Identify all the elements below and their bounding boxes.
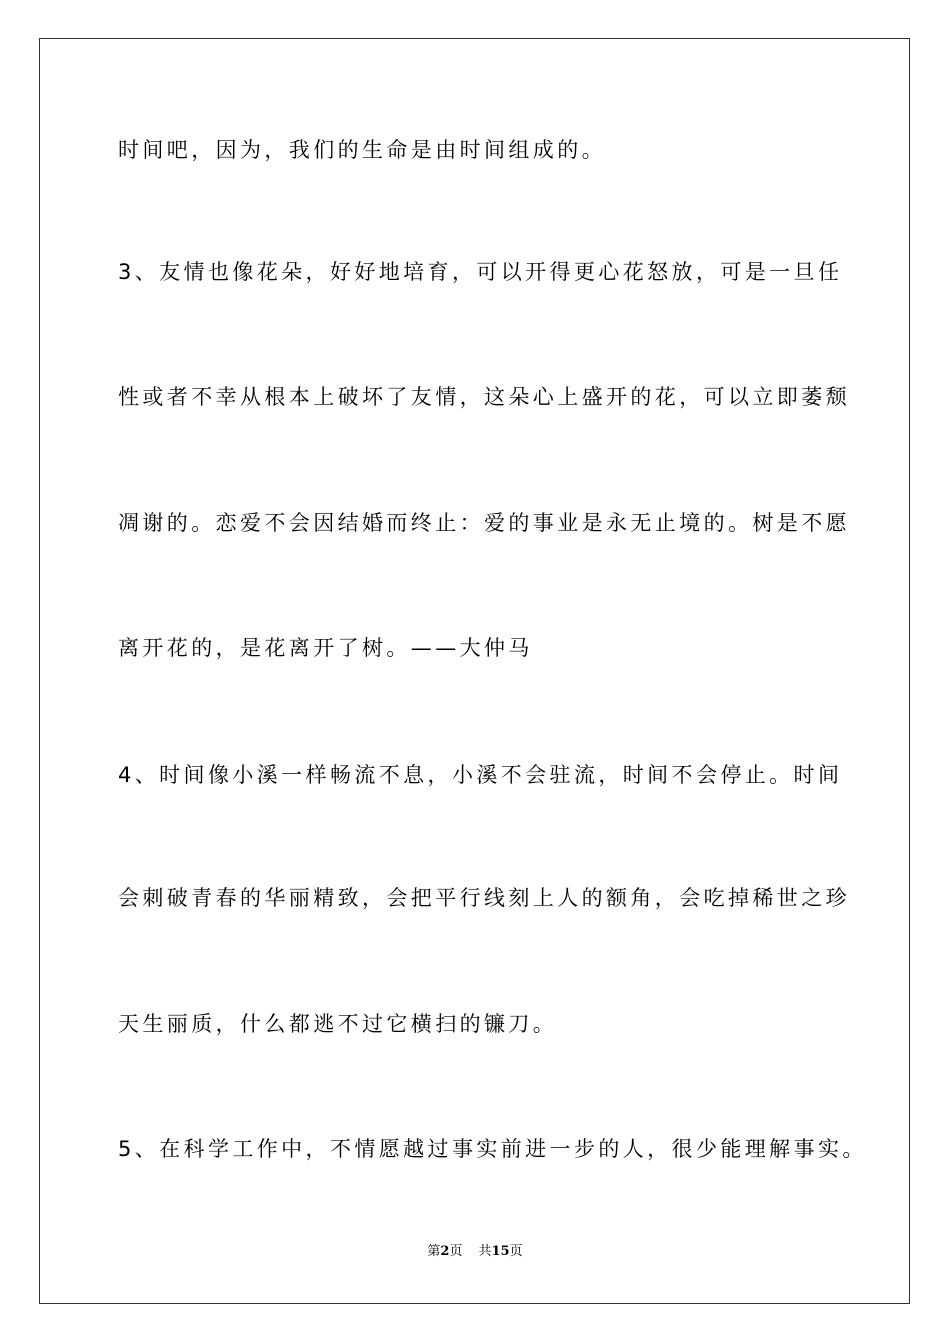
text-line: 离开花的，是花离开了树。——大仲马 xyxy=(118,636,533,660)
text-line: 3、友情也像花朵，好好地培育，可以开得更心花怒放，可是一旦任 xyxy=(118,260,843,284)
footer-total-prefix: 共 xyxy=(478,1244,492,1259)
text-line: 会刺破青春的华丽精致，会把平行线刻上人的额角，会吃掉稀世之珍 xyxy=(118,886,850,910)
text-line: 时间吧，因为，我们的生命是由时间组成的。 xyxy=(118,138,606,162)
text-line: 凋谢的。恋爱不会因结婚而终止：爱的事业是永无止境的。树是不愿 xyxy=(118,511,850,535)
footer-total-pages: 15 xyxy=(491,1244,510,1259)
text-line: 天生丽质，什么都逃不过它横扫的镰刀。 xyxy=(118,1012,558,1036)
footer-page-suffix: 页 xyxy=(449,1244,463,1259)
footer-page-prefix: 第 xyxy=(427,1244,441,1259)
text-line: 5、在科学工作中，不情愿越过事实前进一步的人，很少能理解事实。 xyxy=(118,1137,867,1161)
page-border xyxy=(39,38,910,1304)
footer-total-suffix: 页 xyxy=(509,1244,523,1259)
text-line: 4、时间像小溪一样畅流不息，小溪不会驻流，时间不会停止。时间 xyxy=(118,763,843,787)
text-line: 性或者不幸从根本上破坏了友情，这朵心上盛开的花，可以立即萎颓 xyxy=(118,385,850,409)
page-footer xyxy=(0,1243,950,1261)
footer-page-number: 2 xyxy=(440,1244,450,1259)
